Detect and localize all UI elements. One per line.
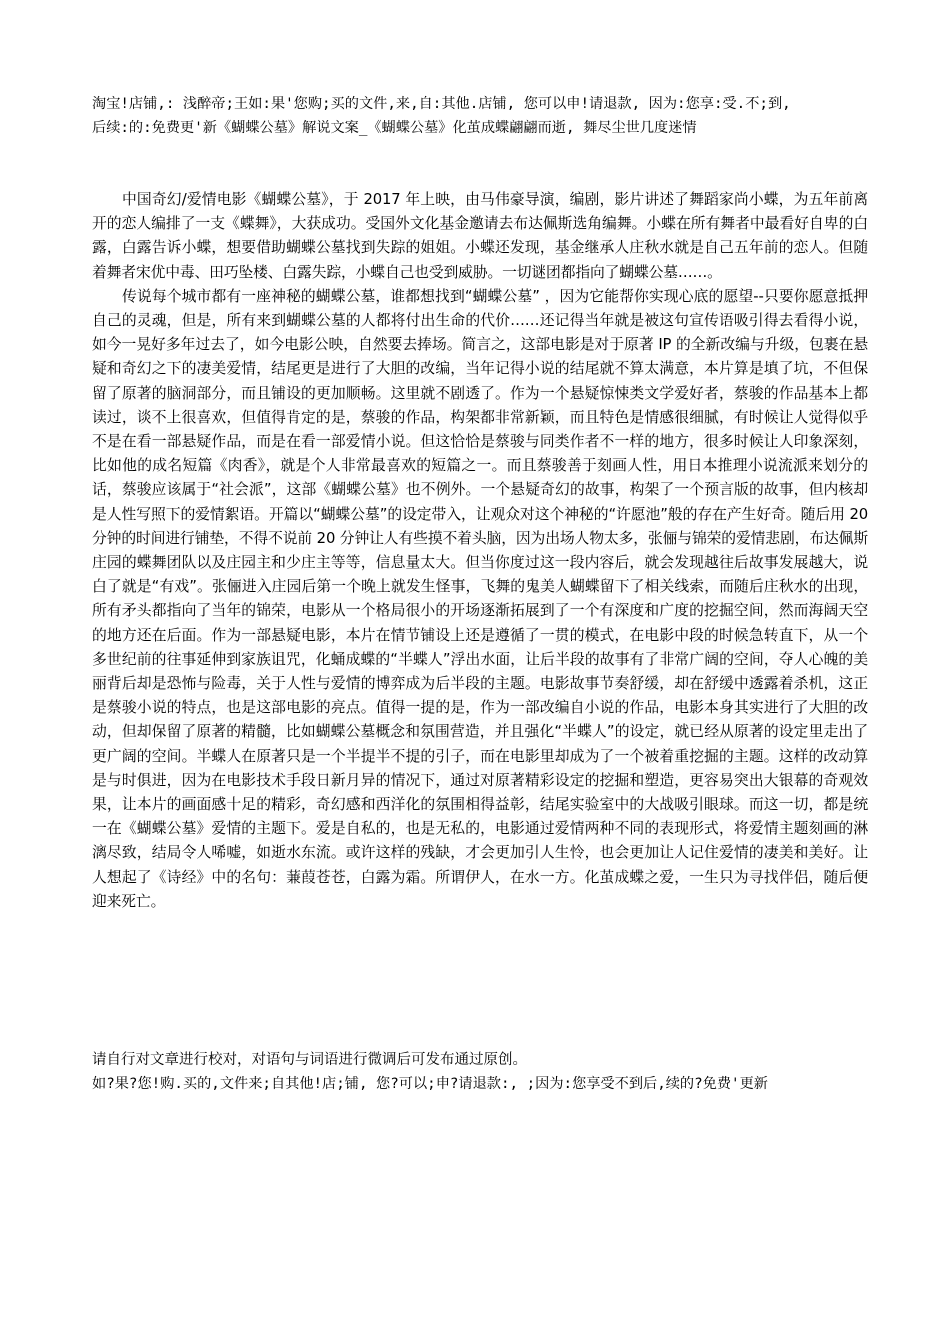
footer-tail-line: 如?果?您!购.买的,文件来;自其他!店;铺, 您?可以;申?请退款:, ;因为:您享受不到后,续的?免费'更新 xyxy=(92,1076,768,1092)
article-paragraph-1: 中国奇幻/爱情电影《蝴蝶公墓》，于 2017 年上映，由马伟豪导演，编剧，影片讲述了舞蹈家尚小蝶，为五年前离开的恋人编排了一支《蝶舞》，大获成功。受国外文化基金邀请去布达佩斯选角编舞。小蝶在所有舞者中最看好自卑的白露，白露告诉小蝶，想要借助蝴蝶公墓找到失踪的姐姐。小蝶还发现，基金继承人庄秋水就是自己五年前的恋人。但随着舞者宋优中毒、田巧坠楼、白露失踪，小蝶自己也受到威胁。一切谜团都指向了蝴蝶公墓……。 xyxy=(92,191,868,281)
proofread-note: 请自行对文章进行校对，对语句与词语进行微调后可发布通过原创。 xyxy=(92,1052,527,1068)
header-line-1: 淘宝!店铺,: 浅醉帝;王如:果'您购;买的文件,来,自:其他.店铺, 您可以申!请退款, 因为:您享:受.不;到, xyxy=(92,96,791,112)
document-footer xyxy=(92,1048,868,1096)
document-header xyxy=(92,92,868,140)
document-page xyxy=(92,92,868,914)
article-body xyxy=(92,188,868,914)
header-line-2: 后续:的:免费更'新《蝴蝶公墓》解说文案_《蝴蝶公墓》化茧成蝶翩翩而逝, 舞尽尘世几度迷情 xyxy=(92,120,697,136)
article-paragraph-2: 传说每个城市都有一座神秘的蝴蝶公墓，谁都想找到“蝴蝶公墓” ，因为它能帮你实现心底的愿望--只要你愿意抵押自己的灵魂，但是，所有来到蝴蝶公墓的人都将付出生命的代价……还记得当年就是被这句宣传语吸引得去看得小说，如今一晃好多年过去了，如今电影公映，自然要去捧场。简言之，这部电影是对于原著 IP 的全新改编与升级，包裹在悬疑和奇幻之下的凄美爱情，结尾更是进行了大胆的改编，当年记得小说的结尾就不算太满意，本片算是填了坑，不但保留了原著的脑洞部分，而且铺设的更加顺畅。这里就不剧透了。作为一个悬疑惊悚类文学爱好者，蔡骏的作品基本上都读过，谈不上很喜欢，但值得肯定的是，蔡骏的作品，构架都非常新颖，而且特色是情感很细腻，有时候让人觉得似乎不是在看一部悬疑作品，而是在看一部爱情小说。但这恰恰是蔡骏与同类作者不一样的地方，很多时候让人印象深刻，比如他的成名短篇《肉香》，就是个人非常最喜欢的短篇之一。而且蔡骏善于刻画人性，用日本推理小说流派来划分的话，蔡骏应该属于“社会派”，这部《蝴蝶公墓》也不例外。一个悬疑奇幻的故事，构架了一个预言版的故事，但内核却是人性写照下的爱情絮语。开篇以“蝴蝶公墓”的设定带入，让观众对这个神秘的“许愿池”般的存在产生好奇。随后用 20 分钟的时间进行铺垫，不得不说前 20 分钟让人有些摸不着头脑，因为出场人物太多，张俪与锦荣的爱情悲剧，布达佩斯庄园的蝶舞团队以及庄园主和少庄主等等，信息量太大。但当你度过这一段内容后，就会发现越往后故事发展越大，说白了就是“有戏”。张俪进入庄园后第一个晚上就发生怪事，飞舞的鬼美人蝴蝶留下了相关线索，而随后庄秋水的出现，所有矛头都指向了当年的锦荣，电影从一个格局很小的开场逐渐拓展到了一个有深度和广度的挖掘空间，然而海阔天空的地方还在后面。作为一部悬疑电影，本片在情节铺设上还是遵循了一贯的模式，在电影中段的时候急转直下，从一个多世纪前的往事延伸到家族诅咒，化蛹成蝶的“半蝶人”浮出水面，让后半段的故事有了非常广阔的空间，夺人心魄的美丽背后却是恐怖与险毒，关于人性与爱情的博弈成为后半段的主题。电影故事节奏舒缓，却在舒缓中透露着杀机，这正是蔡骏小说的特点，也是这部电影的亮点。值得一提的是，作为一部改编自小说的作品，电影本身其实进行了大胆的改动，但却保留了原著的精髓，比如蝴蝶公墓概念和氛围营造，并且强化“半蝶人”的设定，就已经从原著的设定里走出了更广阔的空间。半蝶人在原著只是一个半提半不提的引子，而在电影里却成为了一个被着重挖掘的主题。这样的改动算是与时俱进，因为在电影技术手段日新月异的情况下，通过对原著精彩设定的挖掘和塑造，更容易突出大银幕的奇观效果，让本片的画面感十足的精彩，奇幻感和西洋化的氛围相得益彰，结尾实验室中的大战吸引眼球。而这一切，都是统一在《蝴蝶公墓》爱情的主题下。爱是自私的，也是无私的，电影通过爱情两种不同的表现形式，将爱情主题刻画的淋漓尽致，结局令人唏嘘，如逝水东流。或许这样的残缺，才会更加引人生怜，也会更加让人记住爱情的凄美和美好。让人想起了《诗经》中的名句：蒹葭苍苍，白露为霜。所谓伊人，在水一方。化茧成蝶之爱，一生只为寻找伴侣，随后便迎来死亡。 xyxy=(92,287,868,910)
